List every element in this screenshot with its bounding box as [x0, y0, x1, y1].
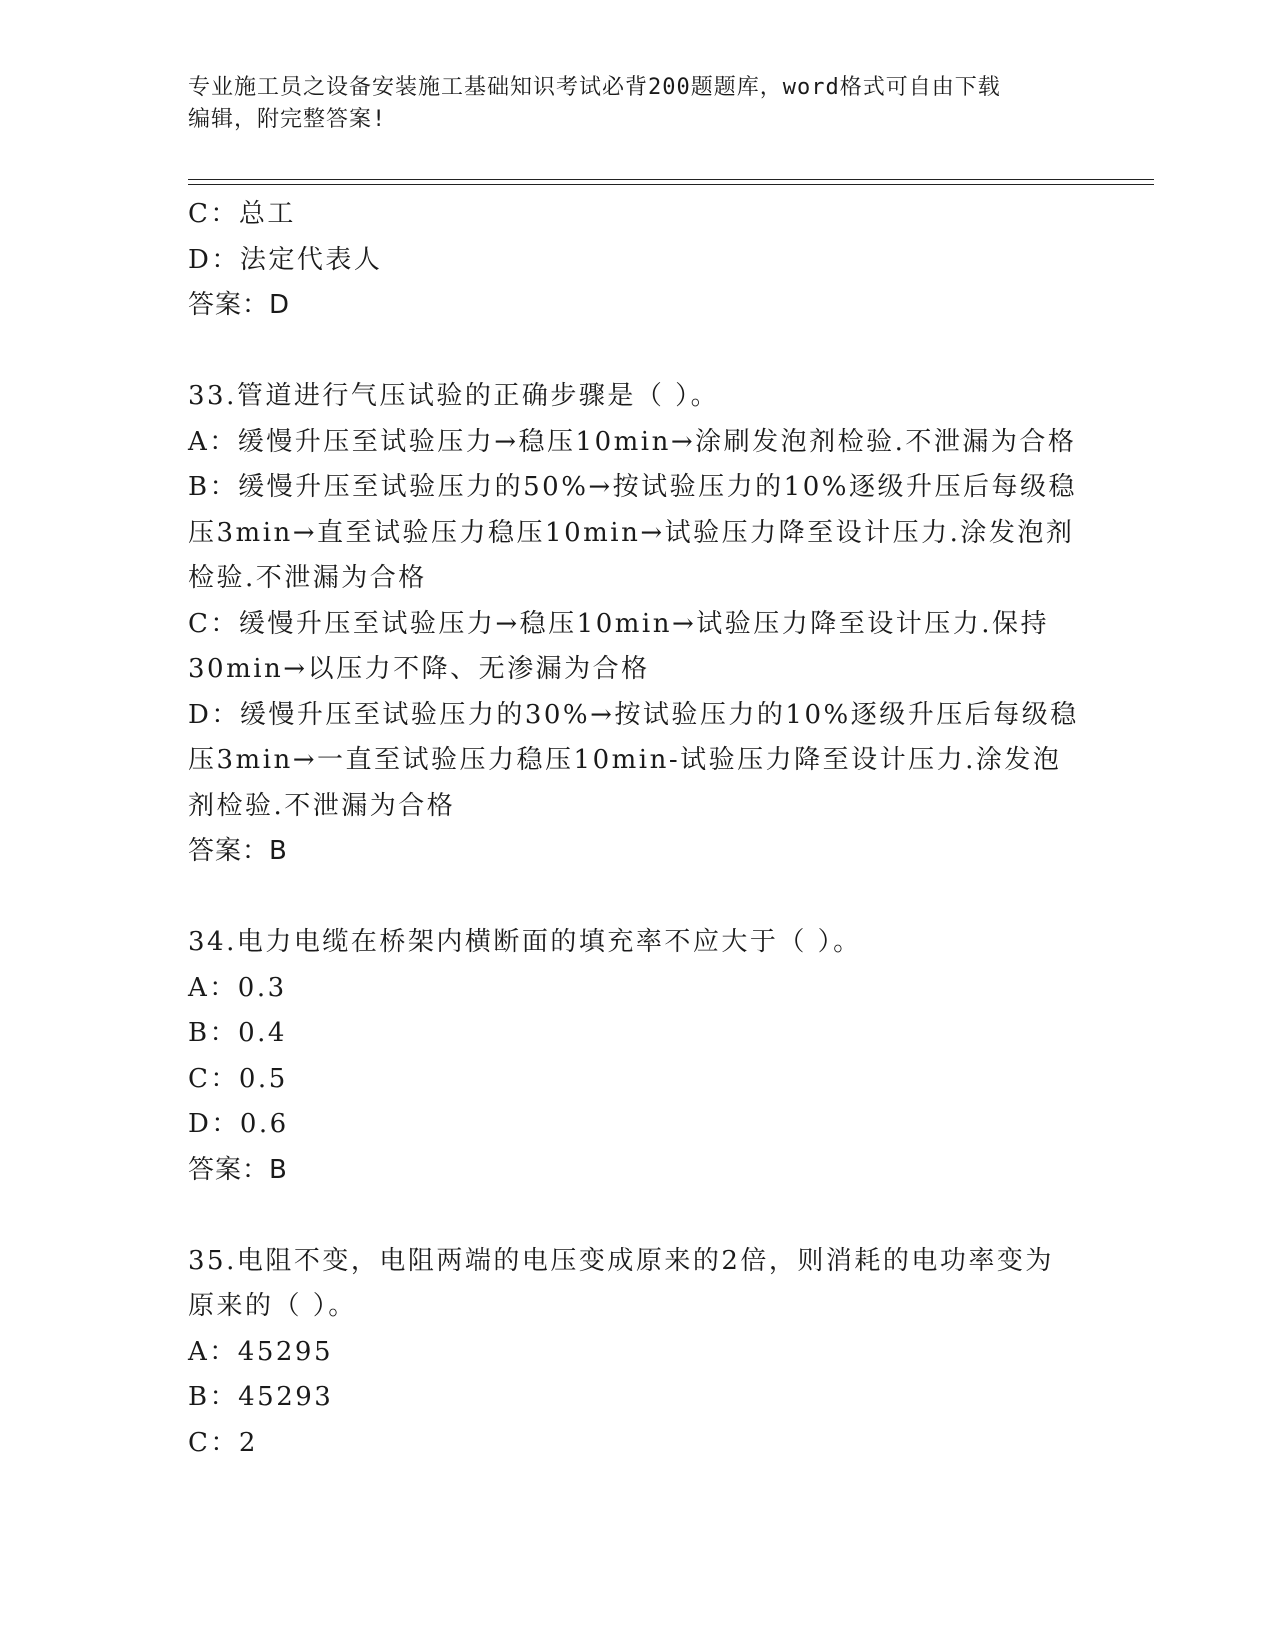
option-d: D：法定代表人: [188, 244, 383, 275]
option-a: A：0.3: [188, 972, 287, 1003]
option-b-line-3: 检验.不泄漏为合格: [188, 563, 427, 593]
option-d-line-1: D：缓慢升压至试验压力的30%→按试验压力的10%逐级升压后每级稳: [188, 699, 1079, 730]
header-title-line-1: 专业施工员之设备安装施工基础知识考试必背200题题库，word格式可自由下载: [188, 75, 1001, 100]
option-d-line-3: 剂检验.不泄漏为合格: [188, 790, 456, 821]
spacer: [188, 1193, 1088, 1239]
question-33: [188, 374, 1088, 875]
option-d-line-2: 压3min→一直至试验压力稳压10min-试验压力降至设计压力.涂发泡: [188, 745, 1062, 775]
question-32-tail: [188, 192, 1088, 329]
option-c: C：0.5: [188, 1063, 288, 1094]
option-c: C：2: [188, 1427, 258, 1458]
option-b: B：0.4: [188, 1018, 287, 1048]
option-b: B：45293: [188, 1382, 334, 1412]
question-stem: 33.管道进行气压试验的正确步骤是（ ）。: [188, 381, 720, 411]
option-c-line-2: 30min→以压力不降、无渗漏为合格: [188, 654, 650, 684]
question-stem-line-1: 35.电阻不变，电阻两端的电压变成原来的2倍，则消耗的电功率变为: [188, 1245, 1054, 1276]
header-divider-bottom: [188, 184, 1154, 185]
document-header: [188, 72, 1068, 136]
answer-line: 答案：B: [188, 836, 288, 866]
option-a: A：45295: [188, 1336, 333, 1367]
header-divider-top: [188, 179, 1154, 180]
spacer: [188, 329, 1088, 375]
answer-line: 答案：B: [188, 1154, 288, 1185]
question-34: [188, 920, 1088, 1193]
option-d: D：0.6: [188, 1109, 289, 1139]
question-stem: 34.电力电缆在桥架内横断面的填充率不应大于（ ）。: [188, 927, 862, 957]
option-b-line-1: B：缓慢升压至试验压力的50%→按试验压力的10%逐级升压后每级稳: [188, 472, 1077, 502]
document-body: [188, 192, 1088, 1466]
option-c: C：总工: [188, 199, 296, 229]
option-a: A：缓慢升压至试验压力→稳压10min→涂刷发泡剂检验.不泄漏为合格: [188, 426, 1077, 457]
option-c-line-1: C：缓慢升压至试验压力→稳压10min→试验压力降至设计压力.保持: [188, 608, 1050, 639]
answer-line: 答案：D: [188, 290, 291, 320]
question-35: [188, 1239, 1088, 1467]
spacer: [188, 875, 1088, 921]
header-title-line-2: 编辑，附完整答案!: [188, 107, 387, 132]
option-b-line-2: 压3min→直至试验压力稳压10min→试验压力降至设计压力.涂发泡剂: [188, 517, 1075, 548]
question-stem-line-2: 原来的（ ）。: [188, 1291, 357, 1321]
